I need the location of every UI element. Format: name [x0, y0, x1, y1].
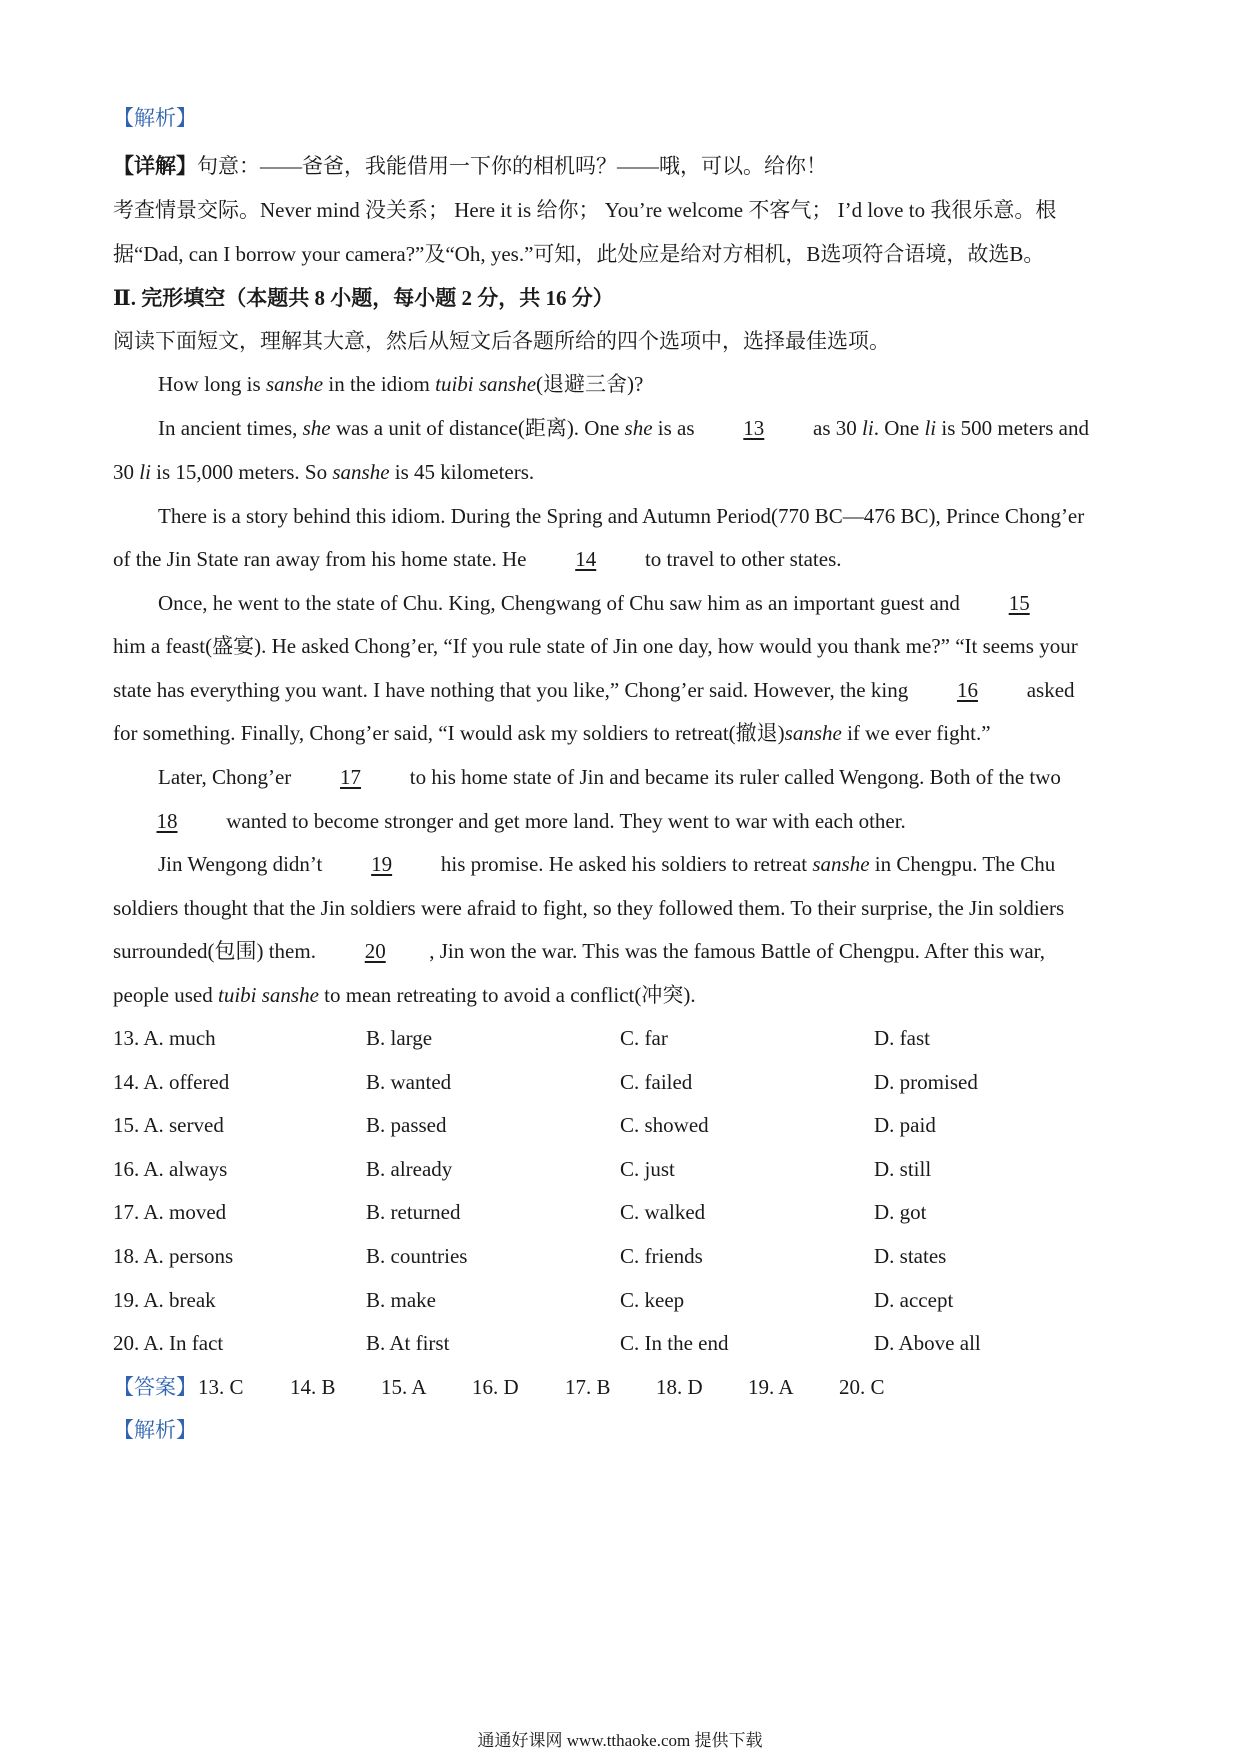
option-b[interactable]: B. make: [366, 1288, 436, 1312]
option-d[interactable]: D. still: [874, 1157, 932, 1181]
blank-16[interactable]: 16: [956, 678, 978, 702]
option-b[interactable]: B. countries: [366, 1244, 468, 1268]
section-title: Ⅱ. 完形填空（本题共 8 小题，每小题 2 分，共 16 分）: [113, 286, 614, 310]
passage-line: state has everything you want. I have nothing that you like,” Chong’er said. However, the king 16 asked: [113, 678, 1075, 702]
answer-item: 14. B: [290, 1375, 336, 1399]
detail-line-2: 考查情景交际。Never mind 没关系； Here it is 给你； You’re welcome 不客气； I’d love to 我很乐意。根: [113, 198, 1057, 222]
option-c[interactable]: C. far: [620, 1026, 668, 1050]
option-a[interactable]: 13. A. much: [113, 1026, 216, 1050]
option-c[interactable]: C. friends: [620, 1244, 703, 1268]
passage-line: soldiers thought that the Jin soldiers were afraid to fight, so they followed them. To their surprise, the Jin soldiers: [113, 896, 1065, 920]
detail-tag: 【详解】: [113, 154, 197, 178]
option-a[interactable]: 15. A. served: [113, 1113, 224, 1137]
answer-item: 17. B: [565, 1375, 611, 1399]
blank-15[interactable]: 15: [1008, 591, 1030, 615]
passage-line: In ancient times, she was a unit of distance(距离). One she is as 13 as 30 li. One li is 500 meters and: [158, 416, 1089, 440]
analysis-tag: 【解析】: [113, 106, 197, 130]
option-d[interactable]: D. paid: [874, 1113, 936, 1137]
option-b[interactable]: B. wanted: [366, 1070, 452, 1094]
option-a[interactable]: 19. A. break: [113, 1288, 216, 1312]
passage-line: How long is sanshe in the idiom tuibi sanshe(退避三舍)?: [158, 372, 644, 396]
passage-line: for something. Finally, Chong’er said, “I would ask my soldiers to retreat(撤退)sanshe if we ever fight.”: [113, 721, 991, 745]
answer-item: 20. C: [839, 1375, 885, 1399]
option-c[interactable]: C. walked: [620, 1200, 706, 1224]
analysis-tag-2: 【解析】: [113, 1418, 197, 1442]
blank-18[interactable]: 18: [156, 809, 178, 833]
option-b[interactable]: B. At first: [366, 1331, 450, 1355]
passage-line: 18 wanted to become stronger and get more land. They went to war with each other.: [113, 807, 1133, 835]
option-b[interactable]: B. large: [366, 1026, 433, 1050]
answer-item: 16. D: [472, 1375, 519, 1399]
blank-20[interactable]: 20: [364, 939, 386, 963]
passage-line: There is a story behind this idiom. During the Spring and Autumn Period(770 BC—476 BC), Prince Chong’er: [158, 504, 1085, 528]
passage-line: him a feast(盛宴). He asked Chong’er, “If you rule state of Jin one day, how would you thank me?” “It seems your: [113, 634, 1078, 658]
option-c[interactable]: C. failed: [620, 1070, 693, 1094]
option-a[interactable]: 14. A. offered: [113, 1070, 230, 1094]
option-a[interactable]: 18. A. persons: [113, 1244, 234, 1268]
option-c[interactable]: C. just: [620, 1157, 675, 1181]
blank-17[interactable]: 17: [340, 765, 362, 789]
blank-14[interactable]: 14: [575, 547, 597, 571]
option-d[interactable]: D. promised: [874, 1070, 978, 1094]
detail-line-3: 据“Dad, can I borrow your camera?”及“Oh, yes.”可知，此处应是给对方相机，B选项符合语境，故选B。: [113, 242, 1045, 266]
option-d[interactable]: D. fast: [874, 1026, 930, 1050]
option-d[interactable]: D. Above all: [874, 1331, 981, 1355]
option-d[interactable]: D. got: [874, 1200, 927, 1224]
option-c[interactable]: C. showed: [620, 1113, 709, 1137]
detail-line-1: [113, 152, 1133, 180]
option-c[interactable]: C. In the end: [620, 1331, 729, 1355]
option-a[interactable]: 17. A. moved: [113, 1200, 227, 1224]
option-d[interactable]: D. accept: [874, 1288, 954, 1312]
answer-item: 15. A: [381, 1375, 427, 1399]
passage-line: Once, he went to the state of Chu. King, Chengwang of Chu saw him as an important guest and 15: [113, 589, 1178, 617]
option-c[interactable]: C. keep: [620, 1288, 685, 1312]
answer-item: 19. A: [748, 1375, 794, 1399]
passage-line: surrounded(包围) them. 20 , Jin won the war. This was the famous Battle of Chengpu. After this war,: [113, 939, 1046, 963]
option-b[interactable]: B. returned: [366, 1200, 461, 1224]
section-instruction: 阅读下面短文，理解其大意，然后从短文后各题所给的四个选项中，选择最佳选项。: [113, 329, 890, 353]
option-d[interactable]: D. states: [874, 1244, 947, 1268]
footer-watermark: 通通好课网 www.tthaoke.com 提供下载: [477, 1731, 763, 1750]
detail-text: 句意：——爸爸，我能借用一下你的相机吗？——哦，可以。给你！: [197, 154, 827, 178]
passage-line: people used tuibi sanshe to mean retreating to avoid a conflict(冲突).: [113, 983, 696, 1007]
answer-item: 13. C: [198, 1375, 244, 1399]
option-b[interactable]: B. already: [366, 1157, 453, 1181]
passage-line: 30 li is 15,000 meters. So sanshe is 45 kilometers.: [113, 460, 535, 484]
answer-tag: 【答案】: [113, 1375, 197, 1399]
blank-13[interactable]: 13: [743, 416, 765, 440]
option-a[interactable]: 20. A. In fact: [113, 1331, 224, 1355]
passage-line: Later, Chong’er 17 to his home state of Jin and became its ruler called Wengong. Both of the two: [158, 765, 1061, 789]
option-b[interactable]: B. passed: [366, 1113, 447, 1137]
passage-line: Jin Wengong didn’t 19 his promise. He asked his soldiers to retreat sanshe in Chengpu. The Chu: [158, 852, 1056, 876]
answer-item: 18. D: [656, 1375, 703, 1399]
option-a[interactable]: 16. A. always: [113, 1157, 228, 1181]
blank-19[interactable]: 19: [371, 852, 393, 876]
passage-line: of the Jin State ran away from his home state. He 14 to travel to other states.: [113, 547, 842, 571]
